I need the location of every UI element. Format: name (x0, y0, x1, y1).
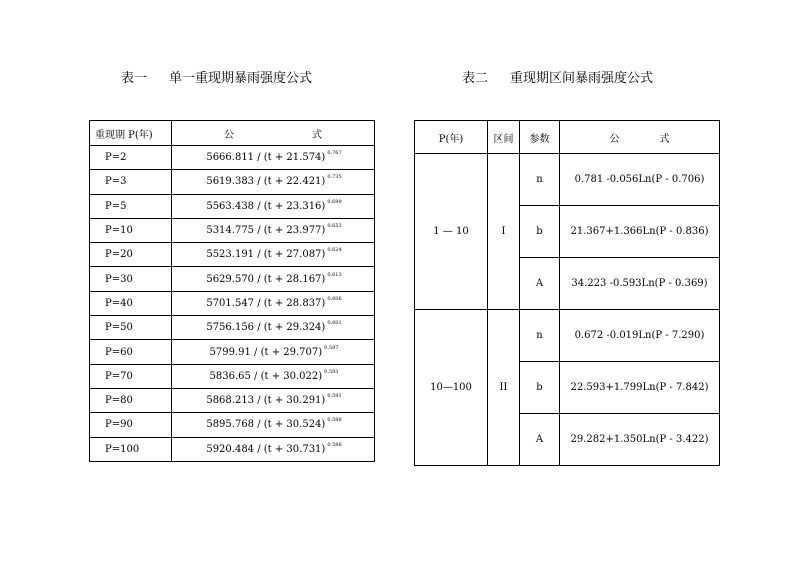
formula-exponent: 0.735 (327, 174, 342, 181)
formula-exponent: 0.601 (327, 320, 342, 327)
interval-formula-table (414, 120, 720, 466)
formula-text: 5836.65 / (t + 30.022) (209, 370, 323, 382)
header-interval: 区间 (488, 121, 520, 154)
table-row (90, 267, 375, 291)
formula-exponent: 0.586 (327, 441, 342, 448)
formula-text: 5868.213 / (t + 30.291) (206, 395, 326, 407)
table-header-row (415, 121, 720, 154)
formula-exponent: 0.699 (327, 198, 342, 205)
formula-cell (172, 437, 375, 461)
formula-exponent: 0.767 (327, 150, 342, 157)
formula-exponent: 0.613 (327, 271, 342, 278)
formula-exponent: 0.653 (327, 223, 342, 230)
period-cell: P=100 (90, 437, 172, 461)
formula-text: 5799.91 / (t + 29.707) (209, 346, 323, 358)
table-row (90, 243, 375, 267)
formula-cell (172, 146, 375, 170)
formula-text: 5895.768 / (t + 30.524) (206, 419, 326, 431)
table-row (90, 340, 375, 364)
header-formula-char2: 式 (659, 133, 670, 145)
param-cell: n (520, 310, 560, 362)
formula-text: 5619.383 / (t + 22.421) (206, 176, 326, 188)
header-period: 重现期 P(年) (90, 121, 172, 146)
period-cell: P=90 (90, 413, 172, 437)
table-row (90, 437, 375, 461)
formula-cell: 22.593+1.799Ln(P - 7.842) (560, 362, 720, 414)
formula-cell (172, 218, 375, 242)
table-row (90, 413, 375, 437)
range-cell: 10—100 (415, 310, 488, 466)
header-period: P(年) (415, 121, 488, 154)
formula-text: 5701.547 / (t + 28.837) (206, 297, 326, 309)
table-row (90, 364, 375, 388)
formula-cell: 34.223 -0.593Ln(P - 0.369) (560, 258, 720, 310)
period-cell: P=5 (90, 194, 172, 218)
param-cell: b (520, 362, 560, 414)
formula-cell: 0.672 -0.019Ln(P - 7.290) (560, 310, 720, 362)
period-cell: P=60 (90, 340, 172, 364)
interval-cell: I (488, 154, 520, 310)
formula-cell: 0.781 -0.056Ln(P - 0.706) (560, 154, 720, 206)
period-cell: P=30 (90, 267, 172, 291)
range-cell: 1 — 10 (415, 154, 488, 310)
header-formula (172, 121, 375, 146)
table1-caption (121, 67, 312, 86)
param-cell: A (520, 414, 560, 466)
table2-caption-number: 表二 (462, 71, 489, 86)
header-formula-char1: 公 (224, 129, 234, 141)
header-param: 参数 (520, 121, 560, 154)
table-row (415, 310, 720, 362)
table-row (90, 194, 375, 218)
formula-cell (172, 194, 375, 218)
formula-cell (172, 364, 375, 388)
interval-cell: II (488, 310, 520, 466)
formula-cell (172, 291, 375, 315)
table-header-row (90, 121, 375, 146)
period-cell: P=10 (90, 218, 172, 242)
table1-caption-number: 表一 (121, 71, 148, 86)
table-row (415, 154, 720, 206)
formula-cell (172, 170, 375, 194)
period-cell: P=20 (90, 243, 172, 267)
table2-caption-title: 重现期区间暴雨强度公式 (510, 71, 654, 86)
table-row (90, 170, 375, 194)
formula-text: 5523.191 / (t + 27.087) (206, 249, 326, 261)
formula-cell (172, 316, 375, 340)
table-row (90, 388, 375, 412)
period-cell: P=80 (90, 388, 172, 412)
formula-cell (172, 243, 375, 267)
period-cell: P=40 (90, 291, 172, 315)
formula-text: 5314.775 / (t + 23.977) (206, 225, 326, 237)
header-formula-char2: 式 (312, 129, 322, 141)
table-row (90, 316, 375, 340)
formula-text: 5920.484 / (t + 30.731) (206, 443, 326, 455)
formula-cell (172, 340, 375, 364)
formula-exponent: 0.624 (327, 247, 342, 254)
header-formula-char1: 公 (609, 133, 620, 145)
formula-text: 5563.438 / (t + 23.316) (206, 200, 326, 212)
formula-cell (172, 267, 375, 291)
param-cell: n (520, 154, 560, 206)
header-formula (560, 121, 720, 154)
formula-exponent: 0.591 (327, 393, 342, 400)
table-row (90, 218, 375, 242)
formula-exponent: 0.597 (324, 344, 339, 351)
formula-cell: 29.282+1.350Ln(P - 3.422) (560, 414, 720, 466)
formula-cell (172, 413, 375, 437)
formula-text: 5756.156 / (t + 29.324) (206, 322, 326, 334)
period-cell: P=50 (90, 316, 172, 340)
period-cell: P=2 (90, 146, 172, 170)
single-period-formula-table (89, 120, 375, 462)
param-cell: A (520, 258, 560, 310)
table1-caption-title: 单一重现期暴雨强度公式 (169, 71, 313, 86)
formula-exponent: 0.588 (327, 417, 342, 424)
formula-cell (172, 388, 375, 412)
table-row (90, 291, 375, 315)
table2-caption (462, 67, 653, 86)
param-cell: b (520, 206, 560, 258)
formula-text: 5666.811 / (t + 21.574) (206, 152, 326, 164)
period-cell: P=3 (90, 170, 172, 194)
formula-text: 5629.570 / (t + 28.167) (206, 273, 326, 285)
formula-cell: 21.367+1.366Ln(P - 0.836) (560, 206, 720, 258)
formula-exponent: 0.606 (327, 295, 342, 302)
table-row (90, 146, 375, 170)
period-cell: P=70 (90, 364, 172, 388)
formula-exponent: 0.593 (324, 368, 339, 375)
